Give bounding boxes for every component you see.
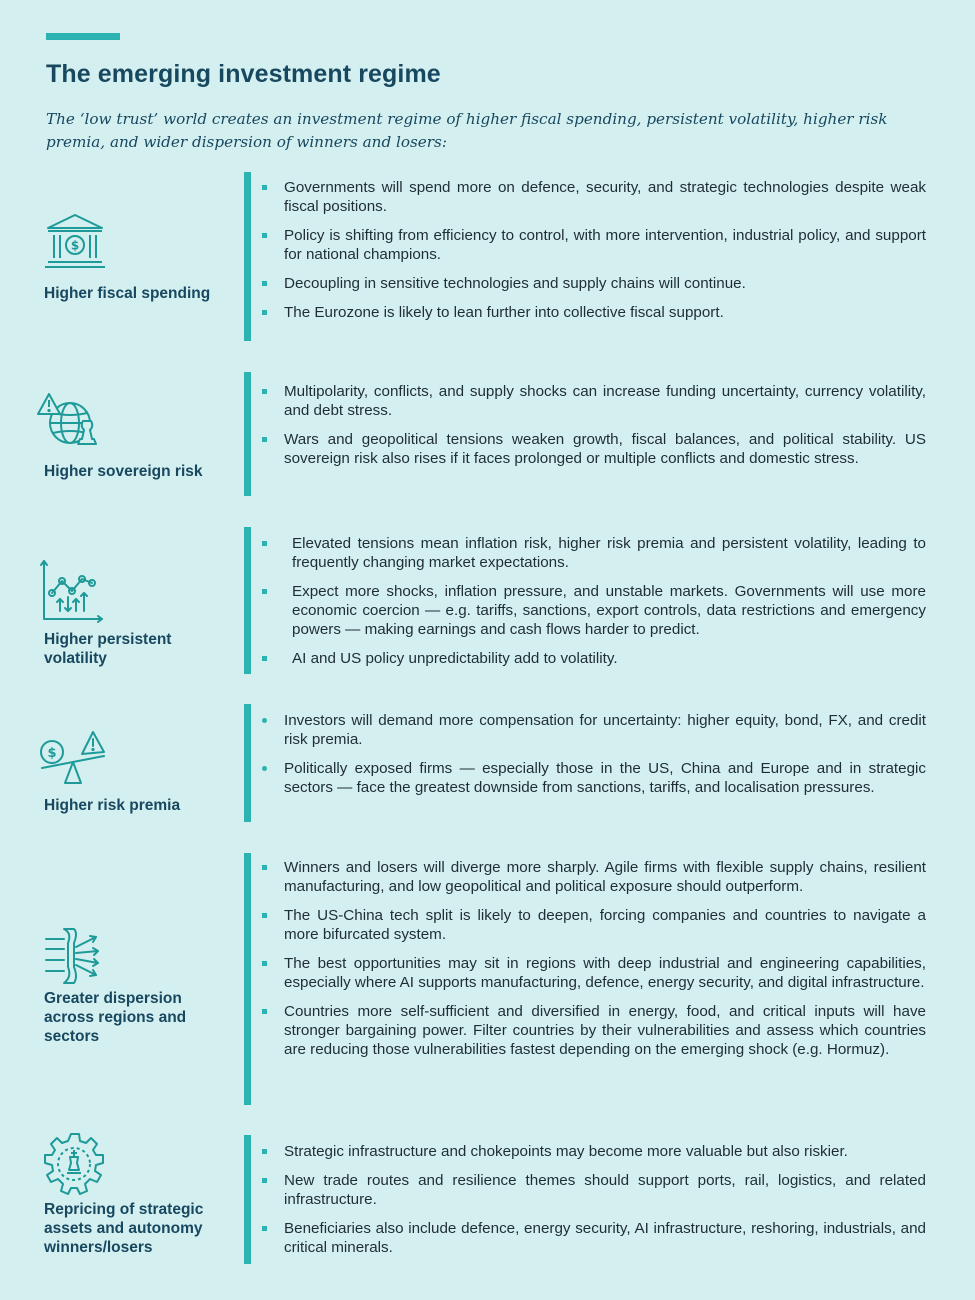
section-label: Higher sovereign risk [44,463,203,480]
section-label: Higher fiscal spending [44,285,211,302]
list-item: AI and US policy unpredictability add to volatility. [262,649,926,668]
list-item: Decoupling in sensitive technologies and supply chains will continue. [262,274,926,293]
bullet-list [262,858,926,1069]
svg-text:$: $ [47,746,57,761]
list-item: Beneficiaries also include defence, energy security, AI infrastructure, reshoring, industrials, and critical minerals. [262,1219,926,1257]
list-item: The Eurozone is likely to lean further into collective fiscal support. [262,303,926,322]
section-side [44,704,234,824]
list-item: Expect more shocks, inflation pressure, and unstable markets. Governments will use more economic coercion — e.g. tariffs, sanctions, export controls, data restrictions and emergency powers — making earnings and cash flows harder to predict. [262,582,926,639]
list-item: The best opportunities may sit in regions with deep industrial and engineering capabilities, especially where AI supports manufacturing, defence, energy security, and digital infrastructure. [262,954,926,992]
section-divider-bar [244,704,251,822]
section-divider-bar [244,1135,251,1264]
list-item: New trade routes and resilience themes should support ports, rail, logistics, and related infrastructure. [262,1171,926,1209]
section-label: Higher risk premia [44,797,181,814]
section-label: Greater dispersion across regions and sectors [44,990,187,1045]
top-accent-bar [46,33,120,40]
section-fiscal-spending [0,172,975,342]
list-item: Strategic infrastructure and chokepoints may become more valuable but also riskier. [262,1142,926,1161]
section-risk-premia [0,704,975,824]
page-title: The emerging investment regime [46,60,441,88]
section-sovereign-risk [0,372,975,498]
gear-chess-king-icon [40,1132,110,1202]
list-item: Governments will spend more on defence, security, and strategic technologies despite weak fiscal positions. [262,178,926,216]
section-side [44,853,234,1107]
bullet-list [262,711,926,807]
section-divider-bar [244,372,251,496]
section-side [44,1130,234,1266]
section-side [44,372,234,498]
list-item: Investors will demand more compensation for uncertainty: higher equity, bond, FX, and credit risk premia. [262,711,926,749]
bank-dollar-icon [44,212,106,272]
section-label: Repricing of strategic assets and autonomy winners/losers [44,1201,204,1256]
dispersion-arrows-icon [44,927,102,987]
section-side [44,172,234,342]
bullet-list [262,382,926,478]
list-item: Wars and geopolitical tensions weaken growth, fiscal balances, and political stability. US sovereign risk also rises if it faces prolonged or multiple conflicts and domestic stress. [262,430,926,468]
section-divider-bar [244,172,251,341]
section-divider-bar [244,853,251,1105]
list-item: Elevated tensions mean inflation risk, higher risk premia and persistent volatility, leading to frequently changing market expectations. [262,534,926,572]
bullet-list [262,1142,926,1267]
section-side [44,527,234,675]
risk-scale-icon [38,728,108,788]
section-divider-bar [244,527,251,674]
section-persistent-volatility [0,527,975,675]
svg-text:$: $ [70,238,80,253]
globe-warning-chess-icon [36,388,98,450]
intro-text: The ‘low trust’ world creates an investment regime of higher fiscal spending, persistent volatility, higher risk premia, and wider dispersion of winners and losers: [46,110,888,151]
list-item: Countries more self-sufficient and diversified in energy, food, and critical inputs will have stronger bargaining power. Filter countries by their vulnerabilities and assess which countries are reducing those vulnerabilities fastest depending on the emerging shock (e.g. Hormuz). [262,1002,926,1059]
volatility-chart-icon [40,559,104,623]
section-label: Higher persistent volatility [44,631,172,667]
list-item: The US-China tech split is likely to deepen, forcing companies and countries to navigate a more bifurcated system. [262,906,926,944]
list-item: Winners and losers will diverge more sharply. Agile firms with flexible supply chains, resilient manufacturing, and low geopolitical and political exposure should outperform. [262,858,926,896]
section-repricing-strategic-assets [0,1130,975,1266]
bullet-list [262,178,926,332]
bullet-list [262,534,926,678]
list-item: Politically exposed firms — especially those in the US, China and Europe and in strategic sectors — face the greatest downside from sanctions, tariffs, and localisation pressures. [262,759,926,797]
list-item: Multipolarity, conflicts, and supply shocks can increase funding uncertainty, currency volatility, and debt stress. [262,382,926,420]
section-greater-dispersion [0,853,975,1107]
list-item: Policy is shifting from efficiency to control, with more intervention, industrial policy, and support for national champions. [262,226,926,264]
